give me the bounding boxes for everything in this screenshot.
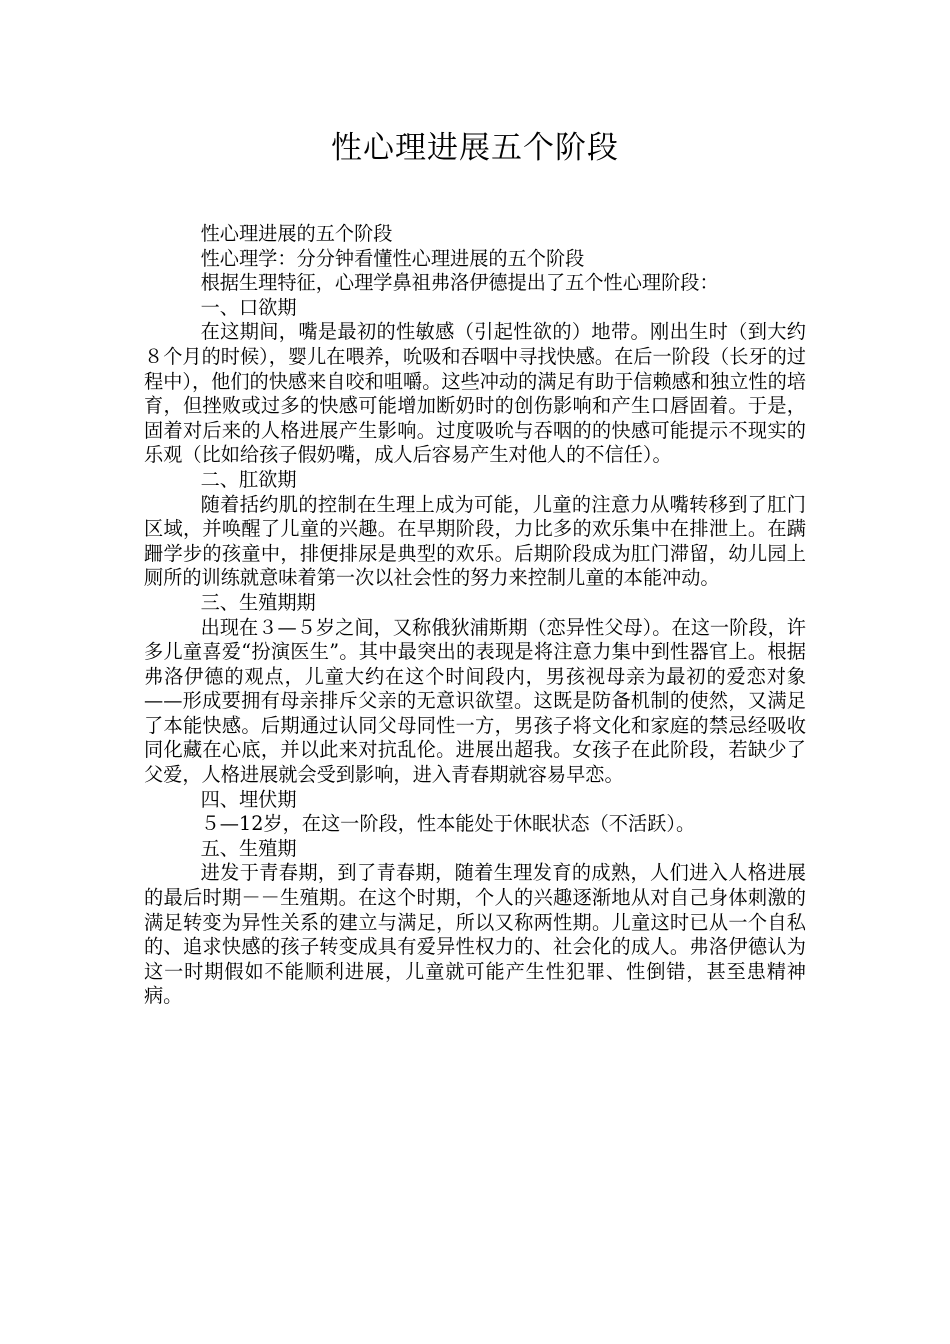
document-title: 性心理进展五个阶段	[331, 130, 619, 166]
section-heading-genital: 五、生殖期	[200, 836, 297, 860]
section-body-anal: 随着括约肌的控制在生理上成为可能，儿童的注意力从嘴转移到了肛门区域，并唤醒了儿童的兴趣。在早期阶段，力比多的欢乐集中在排泄上。在蹒跚学步的孩童中，排便排尿是典型的欢乐。后期阶段成为肛门滞留，幼儿园上厕所的训练就意味着第一次以社会性的努力来控制儿童的本能冲动。	[144, 492, 806, 590]
section-body-genital: 进发于青春期，到了青春期，随着生理发育的成熟，人们进入人格进展的最后时期－－生殖期。在这个时期，个人的兴趣逐渐地从对自己身体刺激的满足转变为异性关系的建立与满足，所以又称两性期。儿童这时已从一个自私的、追求快感的孩子转变成具有爱异性权力的、社会化的成人。弗洛伊德认为这一时期假如不能顺利进展，儿童就可能产生性犯罪、性倒错，甚至患精神病。	[144, 861, 806, 1008]
subheading-paragraph: 性心理学：分分钟看懂性心理进展的五个阶段	[200, 246, 585, 270]
section-body-oral: 在这期间，嘴是最初的性敏感（引起性欲的）地带。刚出生时（到大约８个月的时候），婴儿在喂养，吮吸和吞咽中寻找快感。在后一阶段（长牙的过程中），他们的快感来自咬和咀嚼。这些冲动的满足有助于信赖感和独立性的培育，但挫败或过多的快感可能增加断奶时的创伤影响和产生口唇固着。于是，固着对后来的人格进展产生影响。过度吸吮与吞咽的的快感可能提示不现实的乐观（比如给孩子假奶嘴，成人后容易产生对他人的不信任）。	[144, 320, 806, 467]
section-body-latency: ５—12岁，在这一阶段，性本能处于休眠状态（不活跃）。	[200, 812, 696, 836]
subtitle-paragraph: 性心理进展的五个阶段	[200, 222, 393, 245]
document-body	[144, 222, 806, 1009]
section-heading-latency: 四、埋伏期	[200, 787, 297, 811]
section-heading-oral: 一、口欲期	[200, 295, 297, 319]
section-body-phallic: 出现在３—５岁之间，又称俄狄浦斯期（恋异性父母）。在这一阶段，许多儿童喜爱“扮演医生”。其中最突出的表现是将注意力集中到性器官上。根据弗洛伊德的观点，儿童大约在这个时间段内，男孩视母亲为最初的爱恋对象——形成要拥有母亲排斥父亲的无意识欲望。这既是防备机制的使然，又满足了本能快感。后期通过认同父母同性一方，男孩子将文化和家庭的禁忌经吸收同化藏在心底，并以此来对抗乱伦。进展出超我。女孩子在此阶段，若缺少了父爱，人格进展就会受到影响，进入青春期就容易早恋。	[144, 615, 806, 787]
section-heading-anal: 二、肛欲期	[200, 467, 297, 491]
section-heading-phallic: 三、生殖期期	[200, 590, 316, 614]
intro-paragraph: 根据生理特征，心理学鼻祖弗洛伊德提出了五个性心理阶段：	[200, 271, 719, 295]
